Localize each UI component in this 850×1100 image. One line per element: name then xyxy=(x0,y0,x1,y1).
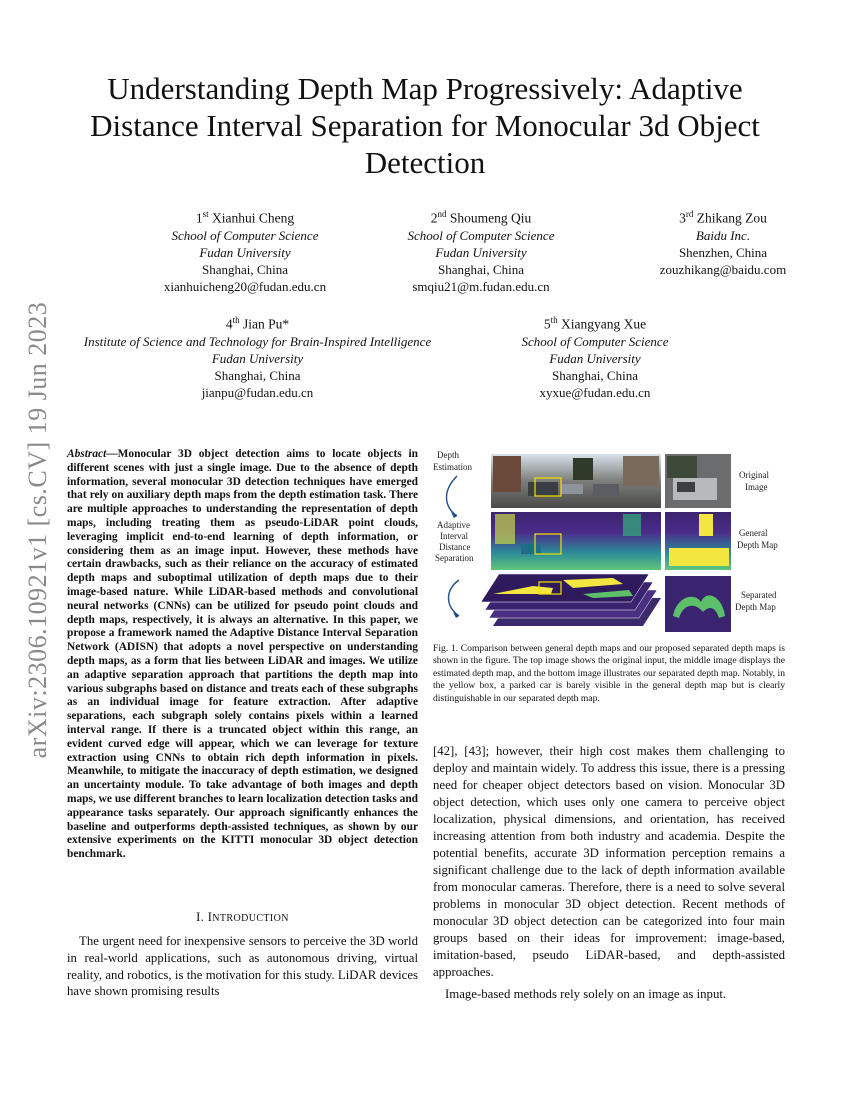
separated-depth-maps xyxy=(481,574,731,632)
arxiv-identifier xyxy=(8,290,68,770)
author-email: jianpu@fudan.edu.cn xyxy=(201,384,314,400)
author-ordinal: 4 xyxy=(225,316,233,332)
author-block-5 xyxy=(480,312,710,401)
author-affiliation: Baidu Inc. xyxy=(695,227,751,243)
label-adaptive-3: Distance xyxy=(439,542,471,552)
author-email: smqiu21@m.fudan.edu.cn xyxy=(412,278,550,294)
label-adaptive-2: Interval xyxy=(440,531,468,541)
author-block-1 xyxy=(130,206,360,295)
section-number: I. xyxy=(196,910,205,924)
author-name: Jian Pu* xyxy=(243,316,290,332)
label-separated-2: Depth Map xyxy=(735,602,776,612)
author-affiliation: Fudan University xyxy=(435,244,527,260)
author-affiliation: School of Computer Science xyxy=(407,227,555,243)
figure-1 xyxy=(433,448,785,638)
abstract xyxy=(67,448,418,862)
label-depth-estimation-2: Estimation xyxy=(433,462,472,472)
label-general-2: Depth Map xyxy=(737,540,778,550)
author-location: Shanghai, China xyxy=(202,261,288,277)
label-adaptive-4: Separation xyxy=(435,553,474,563)
intro-paragraph xyxy=(67,933,418,1000)
paper-title: Understanding Depth Map Progressively: Adaptive Distance Interval Separation for Monocular 3d Object Detection xyxy=(90,71,760,180)
author-ordinal: 1 xyxy=(195,210,203,226)
label-adaptive-1: Adaptive xyxy=(437,520,470,530)
author-block-2 xyxy=(376,206,586,295)
author-location: Shanghai, China xyxy=(214,367,301,383)
label-original-1: Original xyxy=(739,470,769,480)
figure-caption: Fig. 1. Comparison between general depth maps and our proposed separated depth maps is shown in the figure. The top image shows the original input, the middle image displays the estimated depth map, and the bottom image illustrates our separated depth map. Notably, in the yellow box, a parked car is barely visible in the general depth map but is clearly distinguishable in our separated depth map. xyxy=(433,643,785,704)
author-ordinal: 5 xyxy=(543,316,551,332)
intro-text: The urgent need for inexpensive sensors to perceive the 3D world in real-world applications, such as autonomous driving, virtual reality, and robotics, is the motivation for this study. LiDAR devices have shown promising results xyxy=(67,934,418,999)
author-affiliation: Institute of Science and Technology for Brain-Inspired Intelligence xyxy=(83,333,432,349)
section-title-rest: NTRODUCTION xyxy=(212,913,289,924)
author-name: Xianhui Cheng xyxy=(212,210,295,226)
label-separated-1: Separated xyxy=(741,590,777,600)
author-name: Xiangyang Xue xyxy=(561,316,647,332)
author-affiliation: Fudan University xyxy=(199,244,291,260)
author-name: Shoumeng Qiu xyxy=(449,210,532,226)
label-general-1: General xyxy=(739,528,768,538)
author-location: Shenzhen, China xyxy=(678,244,768,260)
author-ordinal-suffix: rd xyxy=(685,209,694,219)
abstract-label: Abstract xyxy=(67,448,107,460)
author-location: Shanghai, China xyxy=(438,261,524,277)
author-email: xianhuicheng20@fudan.edu.cn xyxy=(163,278,327,294)
label-original-2: Image xyxy=(745,482,768,492)
original-image xyxy=(491,454,731,508)
section-title-initial: I xyxy=(207,910,213,924)
author-block-3 xyxy=(618,206,828,278)
author-name: Zhikang Zou xyxy=(696,210,767,226)
author-affiliation: Fudan University xyxy=(549,350,641,366)
right-column-paragraph-2: Image-based methods rely solely on an image as input. xyxy=(445,987,727,1001)
author-location: Shanghai, China xyxy=(552,367,638,383)
arxiv-identifier-text: arXiv:2306.10921v1 [cs.CV] 19 Jun 2023 xyxy=(23,301,52,759)
author-ordinal: 3 xyxy=(679,210,686,226)
general-depth-map xyxy=(491,512,731,570)
right-column-paragraph-1: [42], [43]; however, their high cost makes them challenging to deploy and maintain widely. To address this issue, there is a pressing need for cheaper object detectors based on vision. Monocular 3D object detection, which uses only one camera to perceive object localization, physical dimensions, and orientation, has received increasing attention from both industry and academia. Despite the potential benefits, accurate 3D information perception remains a significant challenge due to the lack of depth information available from monocular cameras. Therefore, there is a need to solve several problems in monocular 3D object detection. Recent methods of monocular 3D object detection can be categorized into four main groups based on their ideas for improvement: image-based, imitation-based, pseudo LiDAR-based, and depth-assisted approaches. xyxy=(433,744,785,979)
author-ordinal-suffix: nd xyxy=(437,209,447,219)
author-ordinal-suffix: st xyxy=(202,209,209,219)
author-affiliation: School of Computer Science xyxy=(171,227,319,243)
label-depth-estimation-1: Depth xyxy=(437,450,459,460)
abstract-text: —Monocular 3D object detection aims to locate objects in different scenes with just a single image. Due to the absence of depth information, several monocular 3D detection techniques have emerged that rely on auxiliary depth maps from the depth estimation task. There are multiple approaches to understanding the representation of depth maps, including treating them as pseudo-LiDAR point clouds, leveraging implicit end-to-end learning of depth information, or considering them as an image input. However, these methods have certain drawbacks, such as their reliance on the accuracy of estimated depth maps and suboptimal utilization of depth maps due to their image-based nature. While LiDAR-based methods and convolutional neural networks (CNNs) can be utilized for pseudo point clouds and depth maps, respectively, it is always an alternative. In this paper, we propose a framework named the Adaptive Distance Interval Separation Network (ADISN) that adopts a novel perspective on understanding depth maps, as a form that lies between LiDAR and images. We utilize an adaptive separation approach that partitions the depth map into various subgraphs based on distance and treats each of these subgraphs as an individual image for feature extraction. After adaptive separations, each subgraph solely contains pixels within a learned interval range. If there is a truncated object within this range, an evident curved edge will appear, which we can leverage for texture extraction using CNNs to obtain rich depth information in pixels. Meanwhile, to mitigate the inaccuracy of depth estimation, we designed an uncertainty module. To take advantage of both images and depth maps, we use different branches to learn localization detection tasks and appearance tasks separately. Our approach significantly enhances the baseline and outperforms depth-assisted techniques, as shown by our extensive experiments on the KITTI monocular 3D object detection benchmark. xyxy=(67,448,418,861)
arrow-curve-2 xyxy=(449,580,460,616)
author-ordinal-suffix: th xyxy=(550,315,558,325)
author-ordinal: 2 xyxy=(430,210,438,226)
author-ordinal-suffix: th xyxy=(232,315,240,325)
author-email: zouzhikang@baidu.com xyxy=(659,261,787,277)
section-heading xyxy=(67,910,418,925)
arrow-curve-1 xyxy=(447,476,458,516)
author-block-4 xyxy=(60,312,455,401)
author-affiliation: School of Computer Science xyxy=(521,333,669,349)
author-affiliation: Fudan University xyxy=(211,350,304,366)
author-email: xyxue@fudan.edu.cn xyxy=(539,384,651,400)
